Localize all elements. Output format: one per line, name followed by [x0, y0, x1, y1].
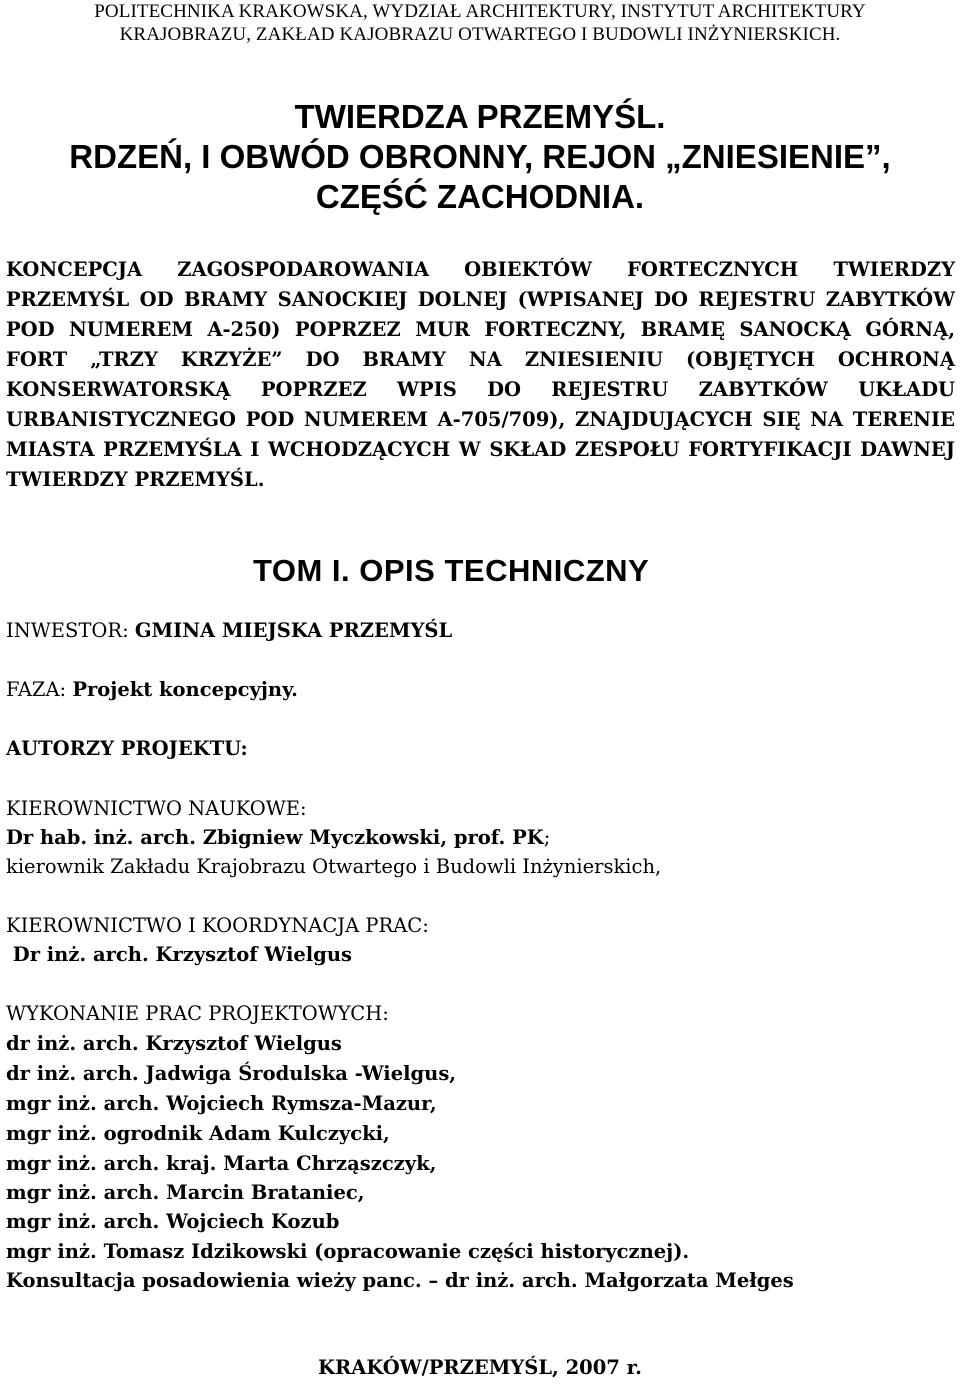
- scientific-name: Dr hab. inż. arch. Zbigniew Myczkowski, prof. PK: [6, 826, 544, 849]
- investor-line: [6, 616, 452, 645]
- coordination-label: KIEROWNICTWO I KOORDYNACJA PRAC:: [6, 914, 429, 937]
- scientific-role: kierownik Zakładu Krajobrazu Otwartego i Budowli Inżynierskich,: [6, 855, 662, 878]
- execution-person-3: mgr inż. arch. Wojciech Rymsza-Mazur,: [6, 1092, 437, 1115]
- investor-label: INWESTOR:: [6, 619, 129, 642]
- execution-person-1: dr inż. arch. Krzysztof Wielgus: [6, 1032, 342, 1055]
- header-line-1: POLITECHNIKA KRAKOWSKA, WYDZIAŁ ARCHITEKTURY, INSTYTUT ARCHITEKTURY: [94, 1, 866, 22]
- place-date-footer: KRAKÓW/PRZEMYŚL, 2007 r.: [318, 1356, 642, 1379]
- authors-heading: AUTORZY PROJEKTU:: [6, 737, 248, 760]
- phase-line: [6, 675, 298, 704]
- execution-person-6: mgr inż. arch. Marcin Brataniec,: [6, 1181, 365, 1204]
- scientific-name-line: [6, 823, 550, 852]
- institution-header: [0, 0, 960, 46]
- scientific-label: KIEROWNICTWO NAUKOWE:: [6, 797, 307, 820]
- execution-label: WYKONANIE PRAC PROJEKTOWYCH:: [6, 1002, 389, 1025]
- title-line-3: CZĘŚĆ ZACHODNIA.: [315, 178, 645, 215]
- title-line-1: TWIERDZA PRZEMYŚL.: [294, 98, 666, 135]
- execution-person-2: dr inż. arch. Jadwiga Środulska -Wielgus,: [6, 1062, 457, 1085]
- scientific-semicolon: ;: [543, 826, 551, 849]
- phase-value: Projekt koncepcyjny.: [72, 678, 298, 701]
- phase-label: FAZA:: [6, 678, 67, 701]
- execution-person-5: mgr inż. arch. kraj. Marta Chrząszczyk,: [6, 1152, 437, 1175]
- concept-paragraph: KONCEPCJA ZAGOSPODAROWANIA OBIEKTÓW FORTECZNYCH TWIERDZY PRZEMYŚL OD BRAMY SANOCKIEJ DOLNEJ (WPISANEJ DO REJESTRU ZABYTKÓW POD NUMEREM A-250) POPRZEZ MUR FORTECZNY, BRAMĘ SANOCKĄ GÓRNĄ, FORT „TRZY KRZYŻE” DO BRAMY NA ZNIESIENIU (OBJĘTYCH OCHRONĄ KONSERWATORSKĄ POPRZEZ WPIS DO REJESTRU ZABYTKÓW UKŁADU URBANISTYCZNEGO POD NUMEREM A-705/709), ZNAJDUJĄCYCH SIĘ NA TERENIE MIASTA PRZEMYŚLA I WCHODZĄCYCH W SKŁAD ZESPOŁU FORTYFIKACJI DAWNEJ TWIERDZY PRZEMYŚL.: [6, 258, 955, 491]
- title-line-2: RDZEŃ, I OBWÓD OBRONNY, REJON „ZNIESIENIE”,: [69, 138, 891, 175]
- header-line-2: KRAJOBRAZU, ZAKŁAD KAJOBRAZU OTWARTEGO I BUDOWLI INŻYNIERSKICH.: [119, 24, 841, 45]
- execution-person-8: mgr inż. Tomasz Idzikowski (opracowanie części historycznej).: [6, 1240, 690, 1263]
- coordination-name: Dr inż. arch. Krzysztof Wielgus: [6, 943, 352, 966]
- execution-person-7: mgr inż. arch. Wojciech Kozub: [6, 1210, 340, 1233]
- volume-title: TOM I. OPIS TECHNICZNY: [253, 553, 650, 588]
- execution-person-4: mgr inż. ogrodnik Adam Kulczycki,: [6, 1122, 390, 1145]
- investor-value: GMINA MIEJSKA PRZEMYŚL: [134, 619, 453, 642]
- execution-consultation: Konsultacja posadowienia wieży panc. – dr inż. arch. Małgorzata Mełges: [6, 1269, 794, 1292]
